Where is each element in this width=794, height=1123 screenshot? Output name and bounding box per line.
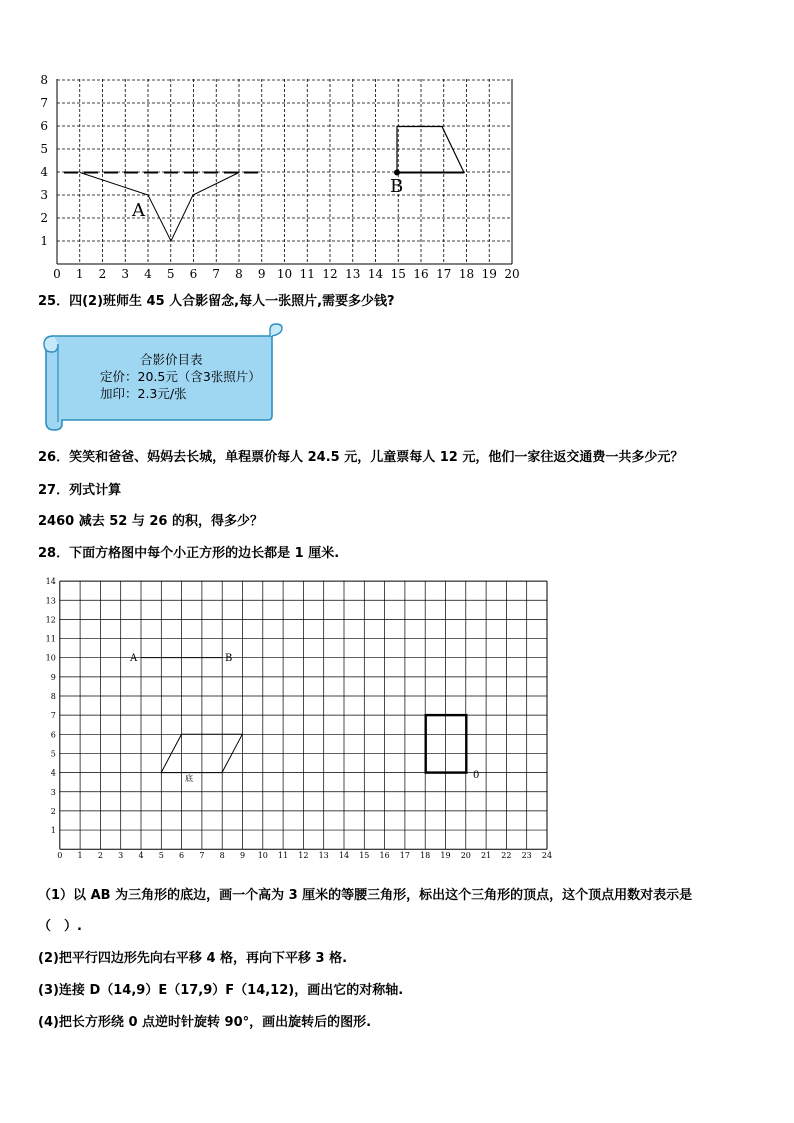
- y-tick-label: 2: [40, 211, 48, 225]
- y-tick-label: 8: [40, 73, 48, 87]
- x-tick-label: 4: [144, 267, 152, 281]
- x-tick-label: 22: [501, 851, 512, 861]
- x-tick-label: 14: [367, 267, 384, 281]
- y-tick-label: 6: [50, 730, 56, 740]
- sub-question-2: (2)把平行四边形先向右平移 4 格，再向下平移 3 格.: [38, 951, 348, 966]
- y-tick-label: 5: [50, 749, 56, 759]
- scroll-title: 合影价目表: [140, 352, 203, 367]
- grid-figure-1: [0, 0, 794, 290]
- x-tick-label: 12: [298, 851, 309, 861]
- grid-figure-2: [0, 570, 794, 870]
- x-tick-label: 18: [420, 851, 431, 861]
- sub-question-1: （1）以 AB 为三角形的底边，画一个高为 3 厘米的等腰三角形，标出这个三角形的顶点，这个顶点用数对表示是: [38, 888, 693, 903]
- x-tick-label: 2: [97, 851, 103, 861]
- point-b-label: B: [390, 176, 404, 197]
- y-tick-label: 10: [45, 653, 56, 663]
- x-tick-label: 24: [541, 851, 553, 861]
- x-tick-label: 19: [481, 267, 497, 281]
- base-label: 底: [185, 774, 193, 783]
- point-b-label: B: [225, 653, 233, 664]
- y-axis-ticks: [40, 73, 48, 248]
- question-25: 25．四(2)班师生 45 人合影留念,每人一张照片,需要多少钱?: [38, 294, 395, 309]
- y-tick-label: 7: [50, 711, 56, 721]
- y-tick-label: 11: [45, 634, 56, 644]
- x-tick-label: 2: [98, 267, 107, 281]
- y-tick-label: 2: [50, 806, 56, 816]
- x-tick-label: 0: [57, 851, 63, 861]
- x-tick-label: 8: [219, 851, 225, 861]
- v-shape-figure: [80, 173, 239, 242]
- price-list-scroll: [40, 322, 286, 432]
- y-tick-label: 14: [45, 577, 56, 587]
- scroll-line-1: 定价：20.5元（含3张照片）: [100, 369, 261, 384]
- point-o-label: 0: [473, 770, 480, 781]
- x-tick-label: 9: [239, 851, 246, 861]
- y-tick-label: 3: [40, 188, 48, 202]
- x-tick-label: 7: [212, 267, 221, 281]
- y-tick-label: 9: [50, 672, 56, 682]
- x-tick-label: 17: [399, 851, 410, 861]
- sub-question-1-answer: （ ）.: [38, 919, 82, 934]
- x-tick-label: 10: [257, 851, 268, 861]
- x-tick-label: 13: [345, 267, 361, 281]
- x-tick-label: 18: [458, 267, 475, 281]
- x-tick-label: 14: [338, 851, 350, 861]
- y-tick-label: 4: [50, 768, 56, 778]
- x-tick-label: 9: [257, 267, 266, 281]
- x-tick-label: 16: [379, 851, 390, 861]
- y-tick-label: 3: [50, 787, 56, 797]
- x-tick-label: 3: [118, 851, 124, 861]
- x-tick-label: 20: [460, 851, 471, 861]
- point-b-dot: [394, 170, 400, 176]
- x-tick-label: 11: [278, 851, 289, 861]
- point-a-label: A: [132, 200, 145, 221]
- grid-lines: [60, 581, 547, 849]
- x-tick-label: 23: [521, 851, 532, 861]
- y-tick-label: 5: [40, 142, 48, 156]
- sub-question-3: (3)连接 D（14,9）E（17,9）F（14,12)，画出它的对称轴.: [38, 983, 404, 998]
- x-axis-ticks: [57, 851, 552, 860]
- y-tick-label: 4: [40, 165, 48, 179]
- x-tick-label: 16: [413, 267, 429, 281]
- rectangle-figure: [426, 715, 467, 773]
- y-tick-label: 7: [40, 96, 48, 110]
- question-27-body: 2460 减去 52 与 26 的积，得多少？: [38, 514, 263, 529]
- x-tick-label: 1: [77, 851, 83, 861]
- x-tick-label: 15: [359, 851, 370, 861]
- x-tick-label: 5: [158, 851, 164, 861]
- x-tick-label: 19: [440, 851, 451, 861]
- y-tick-label: 1: [40, 234, 48, 248]
- sub-question-4: (4)把长方形绕 0 点逆时针旋转 90°，画出旋转后的图形.: [38, 1015, 372, 1030]
- x-tick-label: 6: [179, 851, 185, 861]
- y-axis-ticks: [46, 577, 56, 835]
- x-tick-label: 3: [121, 267, 130, 281]
- x-tick-label: 5: [166, 267, 175, 281]
- trapezoid-figure: [397, 127, 464, 173]
- x-tick-label: 11: [299, 267, 315, 281]
- x-tick-label: 8: [235, 267, 243, 281]
- question-28: 28．下面方格图中每个小正方形的边长都是 1 厘米.: [38, 546, 340, 561]
- x-tick-label: 6: [189, 267, 198, 281]
- y-tick-label: 13: [45, 596, 56, 606]
- x-tick-label: 4: [138, 851, 144, 861]
- y-tick-label: 8: [50, 692, 56, 701]
- y-tick-label: 12: [45, 615, 56, 625]
- x-tick-label: 7: [199, 851, 205, 861]
- x-tick-label: 12: [322, 267, 338, 281]
- x-tick-label: 21: [481, 851, 492, 861]
- x-tick-label: 10: [276, 267, 293, 281]
- x-tick-label: 0: [53, 267, 61, 281]
- y-tick-label: 1: [50, 826, 56, 836]
- x-tick-label: 17: [436, 267, 452, 281]
- y-tick-label: 6: [40, 119, 48, 133]
- question-27-title: 27．列式计算: [38, 483, 122, 498]
- question-26: 26．笑笑和爸爸、妈妈去长城，单程票价每人 24.5 元，儿童票每人 12 元，他们一家往返交通费一共多少元？: [38, 450, 684, 465]
- x-tick-label: 15: [390, 267, 406, 281]
- x-tick-label: 1: [75, 267, 84, 281]
- scroll-line-2: 加印：2.3元/张: [100, 386, 187, 401]
- x-axis-ticks: [53, 267, 519, 281]
- x-tick-label: 20: [504, 267, 520, 281]
- point-a-label: A: [130, 653, 138, 664]
- x-tick-label: 13: [318, 851, 329, 861]
